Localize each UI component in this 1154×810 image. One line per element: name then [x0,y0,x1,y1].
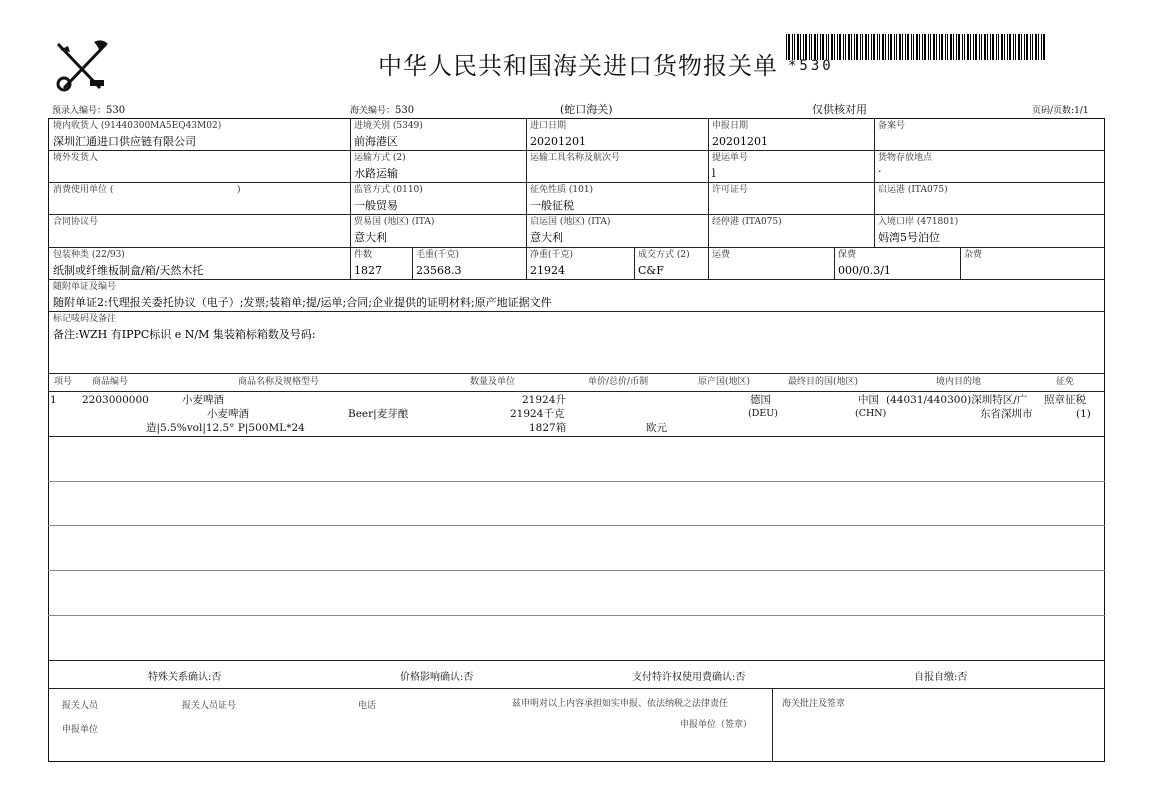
trade-country-value: 意大利 [354,231,387,244]
declare-unit-label: 申报单位 [62,725,99,735]
gross-label: 毛重(千克) [416,250,460,260]
goods-name-2: 小麦啤酒 [207,408,249,420]
entry-port-value: 妈湾5号泊位 [878,231,940,244]
goods-domestic: (44031/440300)深圳特区/广 [886,394,1028,406]
goods-header-code: 商品编号 [92,377,129,387]
misc-label: 杂费 [964,250,983,260]
vessel-label: 运输工具名称及航次号 [530,153,621,163]
goods-domestic-2: 东省深圳市 [980,408,1033,420]
goods-qty-2: 21924千克 [510,408,565,420]
royalty-confirm: 支付特许权使用费确认:否 [632,672,746,683]
barcode-icon [786,34,1048,60]
customs-number-value: 530 [395,105,415,116]
bill-no-value: l [712,167,716,180]
page-number [1032,103,1089,116]
consumer-label-end: ) [237,185,241,195]
goods-no: 1 [50,394,57,406]
transport-mode-label: 运输方式 (2) [354,153,406,163]
goods-dest-code: (CHN) [855,408,887,419]
record-no-label: 备案号 [878,121,906,131]
goods-header-domestic: 境内目的地 [936,377,982,387]
origin-country-value: 意大利 [530,231,563,244]
customs-emblem-icon [50,36,114,96]
entry-customs-value: 前海港区 [354,135,398,148]
entry-customs-label: 进境关别 (5349) [354,121,423,131]
customs-number-label: 海关编号： [350,106,396,116]
goods-header-dest: 最终目的国(地区) [788,377,859,387]
goods-header-qty: 数量及单位 [470,377,516,387]
consumer-label: 消费使用单位 ( [53,185,114,195]
goods-header-price: 单价/总价/币制 [588,377,649,387]
docs-label: 随附单证及编号 [53,282,117,292]
deal-value: C&F [638,264,664,277]
declare-unit-seal: 申报单位（签章） [680,720,753,730]
goods-levy-2: (1) [1076,408,1091,420]
pre-entry-number [52,103,125,116]
insurance-value: 000/0.3/1 [838,264,891,277]
declare-date-value: 20201201 [712,135,768,148]
goods-spec: 造|5.5%vol|12.5° P|500ML*24 [146,422,305,434]
net-label: 净重(千克) [530,250,574,260]
declarant-label: 报关人员 [62,701,99,711]
special-relation-confirm: 特殊关系确认:否 [148,672,222,683]
goods-dest: 中国 [858,394,879,406]
page-label: 页码/页数: [1032,106,1075,116]
form-title: 中华人民共和国海关进口货物报关单 [378,52,778,80]
goods-name-1: 小麦啤酒 [182,394,224,406]
statement-text: 兹申明对以上内容承担如实申报、依法纳税之法律责任 [512,699,729,709]
levy-label: 征免性质 (101) [530,185,594,195]
declarant-id-label: 报关人员证号 [182,701,237,711]
transport-mode-value: 水路运输 [354,167,398,180]
departure-port-label: 启运港 (ITA075) [878,185,948,195]
entry-port-label: 入境口岸 (471801) [878,217,959,227]
license-label: 许可证号 [712,185,749,195]
goods-header-origin: 原产国(地区) [698,377,751,387]
goods-qty-3: 1827箱 [529,422,567,434]
consignee-label: 境内收货人 (91440300MA5EQ43M02) [53,121,222,131]
via-port-label: 经停港 (ITA075) [712,217,782,227]
self-pay-confirm: 自报自缴:否 [914,672,968,683]
pieces-label: 件数 [354,250,373,260]
customs-seal-label: 海关批注及签章 [782,699,846,709]
goods-header-name: 商品名称及规格型号 [238,377,320,387]
import-date-label: 进口日期 [530,121,567,131]
package-value: 纸制或纤维板制盒/箱/天然木托 [53,264,204,277]
pre-entry-label: 预录入编号： [52,106,107,116]
storage-label: 货物存放地点 [878,153,933,163]
marks-value: 备注:WZH 有IPPC标识 e N/M 集装箱标箱数及号码: [53,328,316,341]
deal-label: 成交方式 (2) [638,250,690,260]
verify-note: 仅供核对用 [812,103,867,116]
goods-code: 2203000000 [82,394,149,406]
goods-levy: 照章征税 [1044,394,1086,406]
docs-value: 随附单证2:代理报关委托协议（电子）;发票;装箱单;提/运单;合同;企业提供的证明材料;原产地证据文件 [53,296,552,309]
pieces-value: 1827 [354,264,382,277]
net-value: 21924 [530,264,565,277]
pre-entry-value: 530 [106,105,126,116]
consignee-value: 深圳汇通进口供应链有限公司 [53,135,196,148]
marks-label: 标记唛码及备注 [53,314,117,324]
freight-label: 运费 [712,250,731,260]
package-label: 包装种类 (22/93) [53,250,125,260]
goods-origin-code: (DEU) [748,408,778,419]
goods-currency: 欧元 [646,422,667,434]
supervision-value: 一般贸易 [354,199,398,212]
contract-label: 合同协议号 [53,217,99,227]
storage-value: · [878,165,882,178]
price-effect-confirm: 价格影响确认:否 [400,672,474,683]
shipper-label: 境外发货人 [53,153,99,163]
goods-header-levy: 征免 [1056,377,1075,387]
gross-value: 23568.3 [416,264,462,277]
insurance-label: 保费 [838,250,857,260]
customs-office: (蛇口海关) [560,103,613,116]
goods-origin: 德国 [750,394,771,406]
declare-date-label: 申报日期 [712,121,749,131]
trade-country-label: 贸易国 (地区) (ITA) [354,217,435,227]
levy-value: 一般征税 [530,199,574,212]
supervision-label: 监管方式 (0110) [354,185,423,195]
customs-number [350,103,414,116]
bill-no-label: 提运单号 [712,153,749,163]
barcode-text: *530 [788,58,834,74]
goods-header-no: 项号 [54,377,73,387]
goods-brand: Beer|麦芽酿 [348,408,409,420]
origin-country-label: 启运国 (地区) (ITA) [530,217,611,227]
phone-label: 电话 [358,701,377,711]
page-value: 1/1 [1074,106,1089,116]
goods-qty-1: 21924升 [522,394,566,406]
import-date-value: 20201201 [530,135,586,148]
